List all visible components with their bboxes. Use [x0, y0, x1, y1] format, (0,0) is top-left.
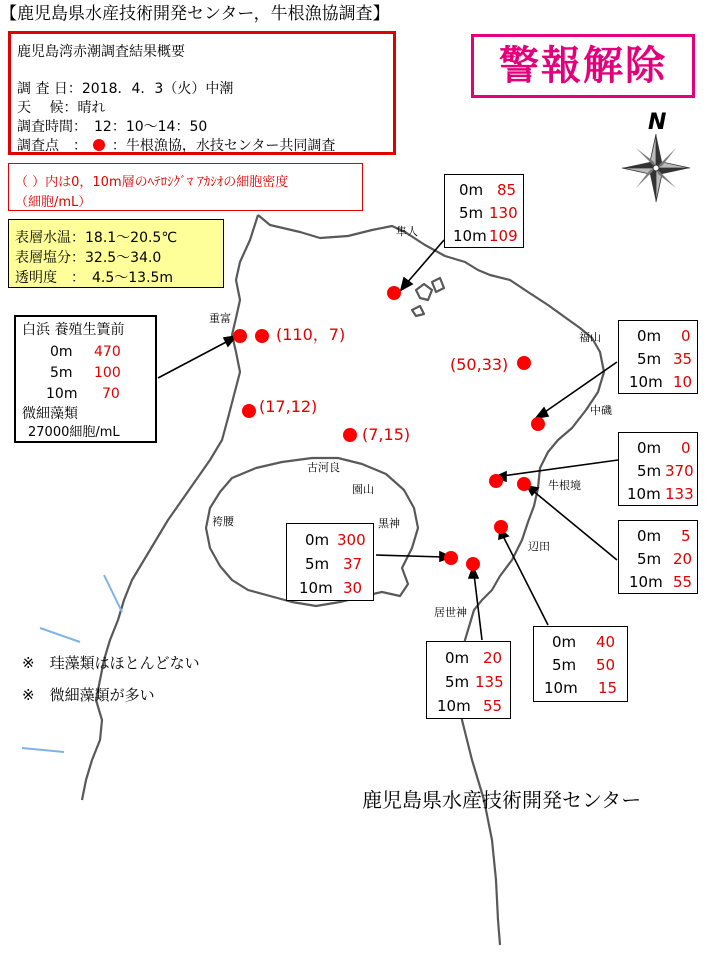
transparency: 透明度 ： 4.5～13.5m [15, 270, 174, 286]
survey-points-desc: ：牛根漁協，水技センター共同調査 [111, 138, 336, 154]
weather: 天 候：晴れ [17, 100, 106, 116]
summary-box [8, 31, 396, 155]
survey-point-nakaiso [489, 474, 503, 488]
cell-count: 0 [681, 327, 691, 345]
survey-point-kurokami [444, 551, 458, 565]
density-label-center: (7,15) [362, 425, 411, 444]
cell-count: 300 [337, 531, 366, 549]
depth-label: 5m [305, 555, 330, 573]
place-nakaiso: 中磯 [590, 404, 612, 417]
depth-label: 0m [637, 527, 662, 545]
survey-points-label: 調査点 ： [17, 138, 87, 154]
station-box-hayato [444, 174, 524, 248]
note-micro-algae: ※ 微細藻類が多い [22, 686, 155, 704]
cell-count: 370 [665, 462, 694, 480]
surface-salinity: 表層塩分：32.5～34.0 [15, 250, 162, 266]
station-box-henda [533, 626, 628, 702]
micro-algae-label: 微細藻類 [22, 406, 78, 422]
cell-count: 20 [483, 649, 503, 667]
place-furukawara: 古河良 [307, 461, 340, 474]
depth-label: 10m [299, 579, 333, 597]
density-label-shigetomi: (110，7) [276, 325, 346, 344]
survey-point-hayato [387, 286, 401, 300]
depth-label: 10m [629, 573, 663, 591]
cell-count: 133 [665, 485, 694, 503]
depth-label: 5m [637, 550, 662, 568]
arrow-hayato [406, 240, 444, 284]
station-box-kurokami [286, 523, 374, 601]
survey-date: 調 査 日：2018．4．3（火）中潮 [17, 81, 234, 97]
survey-point-koseji [466, 557, 480, 571]
depth-label: 5m [459, 204, 484, 222]
depth-label: 5m [552, 656, 577, 674]
note-diatom: ※ 珪藻類はほとんどない [22, 654, 200, 672]
place-sonoyama: 園山 [352, 483, 374, 496]
depth-label: 5m [637, 350, 662, 368]
cell-count: 85 [497, 181, 517, 199]
place-fukuyama: 福山 [579, 331, 601, 344]
survey-time: 調査時間： 12：10～14：50 [17, 119, 208, 135]
density-note-line2: （細胞/mL） [15, 195, 92, 210]
depth-label: 0m [637, 327, 662, 345]
shirahama-depth: 10m [46, 386, 78, 402]
shirahama-value: 470 [94, 344, 121, 360]
place-ushinezakai: 牛根境 [548, 479, 581, 492]
water-conditions-box [8, 219, 224, 288]
cell-count: 55 [673, 573, 693, 591]
depth-label: 0m [552, 633, 577, 651]
cell-count: 55 [483, 697, 503, 715]
cell-count: 130 [489, 204, 518, 222]
cell-count: 50 [596, 656, 616, 674]
survey-point-shirahama [233, 329, 247, 343]
survey-point-west [242, 404, 256, 418]
survey-point-kita-center [517, 356, 531, 370]
place-hakamagoshi: 袴腰 [212, 515, 234, 528]
footer-organization: 鹿児島県水産技術開発センター [362, 788, 642, 812]
depth-label: 10m [453, 227, 487, 245]
cell-count: 10 [673, 373, 693, 391]
page-title: 【鹿児島県水産技術開発センター，牛根漁協調査】 [0, 4, 390, 24]
depth-label: 0m [305, 531, 330, 549]
cell-count: 30 [343, 579, 363, 597]
cell-count: 15 [598, 679, 618, 697]
arrow-shirahama [158, 340, 230, 378]
place-shigetomi: 重富 [209, 312, 231, 325]
depth-label: 10m [627, 485, 661, 503]
cell-count: 109 [489, 227, 518, 245]
micro-algae-value: 27000細胞/mL [28, 425, 120, 440]
summary-heading: 鹿児島湾赤潮調査結果概要 [17, 44, 185, 60]
depth-label: 0m [637, 439, 662, 457]
survey-point-center [343, 428, 357, 442]
arrow-kurokami [376, 555, 444, 557]
depth-label: 0m [459, 181, 484, 199]
depth-label: 10m [629, 373, 663, 391]
cell-count: 20 [673, 550, 693, 568]
shirahama-value: 70 [102, 386, 120, 402]
density-note-box [8, 163, 363, 211]
cell-count: 5 [681, 527, 691, 545]
cell-count: 40 [596, 633, 616, 651]
cell-count: 135 [475, 673, 504, 691]
density-note-line1: （ ）内は0，10m層のﾍﾃﾛｼｸﾞﾏ ｱｶｼｵの細胞密度 [15, 175, 289, 190]
alert-lifted-banner: 警報解除 [471, 34, 695, 98]
density-label-kita-center: (50,33) [450, 355, 509, 374]
arrow-nakaiso [502, 460, 618, 476]
shirahama-station-box [14, 315, 157, 443]
station-box-fukuyama [618, 320, 698, 394]
shirahama-value: 100 [94, 365, 121, 381]
cell-count: 35 [673, 350, 693, 368]
shirahama-title: 白浜 養殖生簀前 [22, 322, 125, 338]
survey-point-ushinezakai [517, 477, 531, 491]
shirahama-depth: 5m [50, 365, 73, 381]
compass-rose-icon [622, 134, 690, 202]
cell-count: 37 [343, 555, 363, 573]
survey-point-shigetomi [255, 329, 269, 343]
surface-temp: 表層水温：18.1～20.5℃ [15, 230, 178, 246]
cell-count: 0 [681, 439, 691, 457]
place-koseji: 居世神 [434, 606, 467, 619]
place-kurokami: 黒神 [378, 517, 400, 530]
place-hayato: 隼人 [396, 225, 418, 238]
station-box-ushinezakai [618, 520, 698, 594]
survey-point-henda [494, 520, 508, 534]
depth-label: 0m [445, 649, 470, 667]
station-box-nakaiso [618, 432, 698, 506]
compass-north-label: N [648, 110, 667, 135]
survey-points [17, 135, 335, 155]
depth-label: 5m [445, 673, 470, 691]
depth-label: 5m [637, 462, 662, 480]
station-box-koseji [426, 641, 511, 719]
density-label-west: (17,12) [259, 397, 318, 416]
depth-label: 10m [544, 679, 578, 697]
depth-label: 10m [437, 697, 471, 715]
shirahama-depth: 0m [50, 344, 73, 360]
survey-point-fukuyama [531, 417, 545, 431]
red-dot-icon [93, 139, 105, 151]
place-henda: 辺田 [528, 540, 550, 553]
